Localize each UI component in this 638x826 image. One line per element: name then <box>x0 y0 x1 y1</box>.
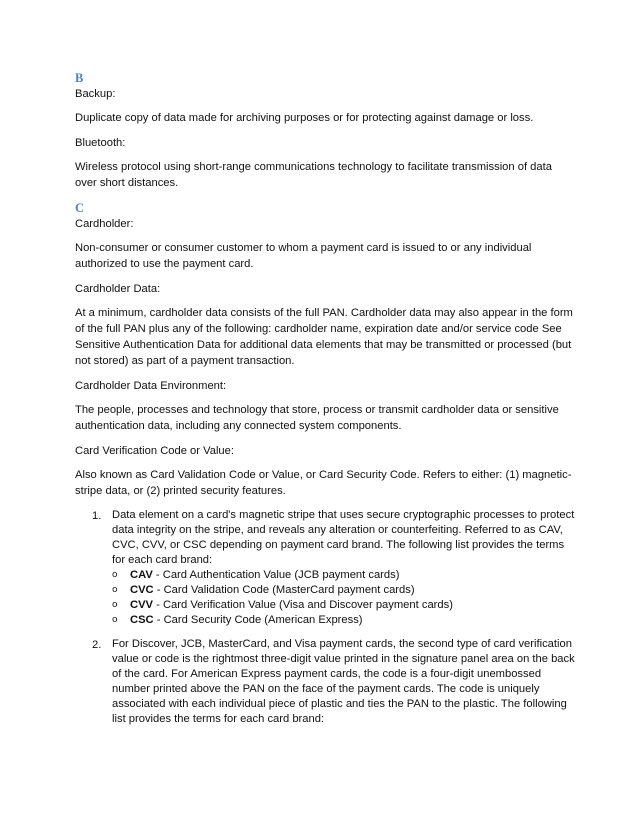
sublist-item-text: - Card Validation Code (MasterCard payment cards) <box>153 584 415 596</box>
sublist-item <box>112 613 575 628</box>
abbreviation: CVV <box>130 599 154 611</box>
list-number: 1. <box>92 510 102 522</box>
term-cardholder-data: Cardholder Data: <box>75 283 161 295</box>
term-backup: Backup: <box>75 88 116 100</box>
abbreviation: CVC <box>130 584 154 596</box>
definition-card-verification-code: Also known as Card Validation Code or Value, or Card Security Code. Refers to either: (1) magnetic-stripe data, or (2) printed security features. <box>75 469 572 497</box>
bullet-icon: o <box>112 570 118 580</box>
definition-cardholder-data: At a minimum, cardholder data consists of the full PAN. Cardholder data may also appear in the form of the full PAN plus any of the following: cardholder name, expiration date and/or service code See Sensitive Authentication Data for additional data elements that may be transmitted or processed (but not stored) as part of a payment transaction. <box>75 307 573 367</box>
abbreviation: CAV <box>130 569 153 581</box>
list-item-text: For Discover, JCB, MasterCard, and Visa payment cards, the second type of card verification value or code is the rightmost three-digit value printed in the signature panel area on the back of the card. For American Express payment cards, the code is a four-digit unembossed number printed above the PAN on the face of the payment cards. The code is uniquely associated with each individual piece of plastic and ties the PAN to the plastic. The following list provides the terms for each card brand: <box>112 638 575 725</box>
definition-cardholder-data-environment: The people, processes and technology that store, process or transmit cardholder data or sensitive authentication data, including any connected system components. <box>75 404 559 432</box>
sublist-item <box>112 598 575 613</box>
term-cardholder: Cardholder: <box>75 218 134 230</box>
sublist-item <box>112 583 575 598</box>
bullet-icon: o <box>112 600 118 610</box>
list-item <box>75 508 575 628</box>
definition-cardholder: Non-consumer or consumer customer to whom a payment card is issued to or any individual authorized to use the payment card. <box>75 242 532 270</box>
section-letter-b: B <box>75 71 84 85</box>
definition-backup: Duplicate copy of data made for archiving purposes or for protecting against damage or loss. <box>75 112 534 124</box>
definition-bluetooth: Wireless protocol using short-range communications technology to facilitate transmission of data over short distances. <box>75 161 552 189</box>
bullet-icon: o <box>112 615 118 625</box>
card-brand-sublist <box>112 568 575 628</box>
glossary-page <box>75 70 575 736</box>
sublist-item-text: - Card Security Code (American Express) <box>153 614 363 626</box>
sublist-item-text: - Card Verification Value (Visa and Discover payment cards) <box>153 599 453 611</box>
card-verification-list <box>75 508 575 727</box>
list-item <box>75 637 575 727</box>
abbreviation: CSC <box>130 614 154 626</box>
term-card-verification-code: Card Verification Code or Value: <box>75 445 234 457</box>
term-cardholder-data-environment: Cardholder Data Environment: <box>75 380 227 392</box>
sublist-item <box>112 568 575 583</box>
term-bluetooth: Bluetooth: <box>75 137 126 149</box>
sublist-item-text: - Card Authentication Value (JCB payment cards) <box>152 569 400 581</box>
list-item-text: Data element on a card's magnetic stripe that uses secure cryptographic processes to protect data integrity on the stripe, and reveals any alteration or counterfeiting. Referred to as CAV, CVC, CVV, or CSC depending on payment card brand. The following list provides the terms for each card brand: <box>112 509 575 566</box>
bullet-icon: o <box>112 585 118 595</box>
section-letter-c: C <box>75 201 85 215</box>
list-number: 2. <box>92 639 102 651</box>
